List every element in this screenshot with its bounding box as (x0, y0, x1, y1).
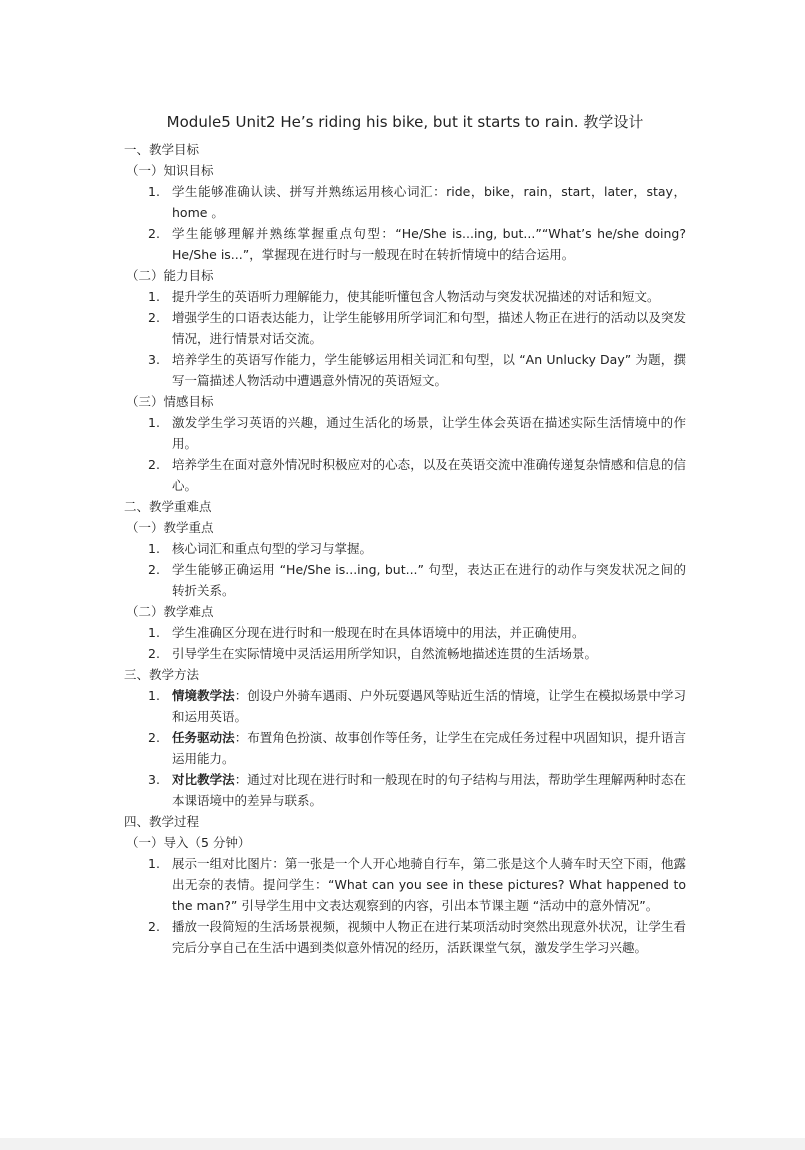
list-item (124, 286, 686, 307)
subsection-heading: （三）情感目标 (126, 394, 214, 409)
item-number: 2. (148, 562, 160, 577)
item-text: 播放一段简短的生活场景视频，视频中人物正在进行某项活动时突然出现意外状况，让学生看完后分享自己在生活中遇到类似意外情况的经历，活跃课堂气氛，激发学生学习兴趣。 (172, 919, 686, 955)
item-text: 学生能够理解并熟练掌握重点句型：“He/She is...ing, but...”“What’s he/she doing? He/She is...”，掌握现在进行时与一般现在时在转折情境中的结合运用。 (172, 226, 686, 262)
item-number: 1. (148, 856, 160, 871)
item-text: 学生能够正确运用 “He/She is...ing, but...” 句型，表达正在进行的动作与突发状况之间的转折关系。 (172, 562, 686, 598)
item-number: 1. (148, 184, 160, 199)
item-number: 2. (148, 226, 160, 241)
list-item (124, 181, 686, 223)
item-number: 2. (148, 310, 160, 325)
item-text: ：布置角色扮演、故事创作等任务，让学生在完成任务过程中巩固知识，提升语言运用能力。 (172, 730, 686, 766)
item-text: 展示一组对比图片：第一张是一个人开心地骑自行车，第二张是这个人骑车时天空下雨，他露出无奈的表情。提问学生：“What can you see in these pictures? What happened to the man?” 引导学生用中文表达观察到的内容，引出本节课主题 “活动中的意外情况”。 (172, 856, 686, 913)
item-text: 培养学生的英语写作能力，学生能够运用相关词汇和句型，以 “An Unlucky Day” 为题，撰写一篇描述人物活动中遭遇意外情况的英语短文。 (172, 352, 686, 388)
list-item (124, 685, 686, 727)
method-label: 情境教学法 (172, 688, 235, 703)
section-heading: 二、教学重难点 (124, 499, 212, 514)
method-label: 任务驱动法 (172, 730, 235, 745)
subsection-heading: （一）教学重点 (126, 520, 214, 535)
list-item (124, 349, 686, 391)
item-number: 3. (148, 352, 160, 367)
item-number: 2. (148, 457, 160, 472)
method-label: 对比教学法 (172, 772, 235, 787)
item-number: 1. (148, 541, 160, 556)
section-heading: 三、教学方法 (124, 667, 200, 682)
list-item (124, 853, 686, 916)
item-text: 激发学生学习英语的兴趣，通过生活化的场景，让学生体会英语在描述实际生活情境中的作用。 (172, 415, 686, 451)
list-item (124, 916, 686, 958)
item-text: ：创设户外骑车遇雨、户外玩耍遇风等贴近生活的情境，让学生在模拟场景中学习和运用英语。 (172, 688, 686, 724)
list-item (124, 223, 686, 265)
item-text: 提升学生的英语听力理解能力，使其能听懂包含人物活动与突发状况描述的对话和短文。 (172, 289, 660, 304)
section-heading: 四、教学过程 (124, 814, 200, 829)
item-text: 学生能够准确认读、拼写并熟练运用核心词汇：ride，bike，rain，start，later，stay，home 。 (172, 184, 686, 220)
section-heading: 一、教学目标 (124, 142, 200, 157)
list-item (124, 307, 686, 349)
subsection-heading: （一）知识目标 (126, 163, 214, 178)
item-number: 3. (148, 772, 160, 787)
item-text: 学生准确区分现在进行时和一般现在时在具体语境中的用法，并正确使用。 (172, 625, 585, 640)
item-text: 引导学生在实际情境中灵活运用所学知识，自然流畅地描述连贯的生活场景。 (172, 646, 598, 661)
item-number: 2. (148, 919, 160, 934)
subsection-heading: （二）教学难点 (126, 604, 214, 619)
list-item (124, 454, 686, 496)
item-number: 1. (148, 625, 160, 640)
item-text: 核心词汇和重点句型的学习与掌握。 (172, 541, 373, 556)
list-item (124, 412, 686, 454)
item-number: 1. (148, 415, 160, 430)
item-text: ：通过对比现在进行时和一般现在时的句子结构与用法，帮助学生理解两种时态在本课语境中的差异与联系。 (172, 772, 686, 808)
document-body (124, 110, 686, 958)
document-title: Module5 Unit2 He’s riding his bike, but it starts to rain. 教学设计 (166, 113, 644, 131)
item-number: 1. (148, 289, 160, 304)
list-item (124, 559, 686, 601)
list-item (124, 622, 686, 643)
list-item (124, 769, 686, 811)
item-number: 2. (148, 646, 160, 661)
list-item (124, 643, 686, 664)
list-item (124, 727, 686, 769)
item-text: 增强学生的口语表达能力，让学生能够用所学词汇和句型，描述人物正在进行的活动以及突发情况，进行情景对话交流。 (172, 310, 686, 346)
item-number: 2. (148, 730, 160, 745)
item-text: 培养学生在面对意外情况时积极应对的心态，以及在英语交流中准确传递复杂情感和信息的信心。 (172, 457, 686, 493)
item-number: 1. (148, 688, 160, 703)
subsection-heading: （二）能力目标 (126, 268, 214, 283)
list-item (124, 538, 686, 559)
subsection-heading: （一）导入（5 分钟） (126, 835, 251, 850)
